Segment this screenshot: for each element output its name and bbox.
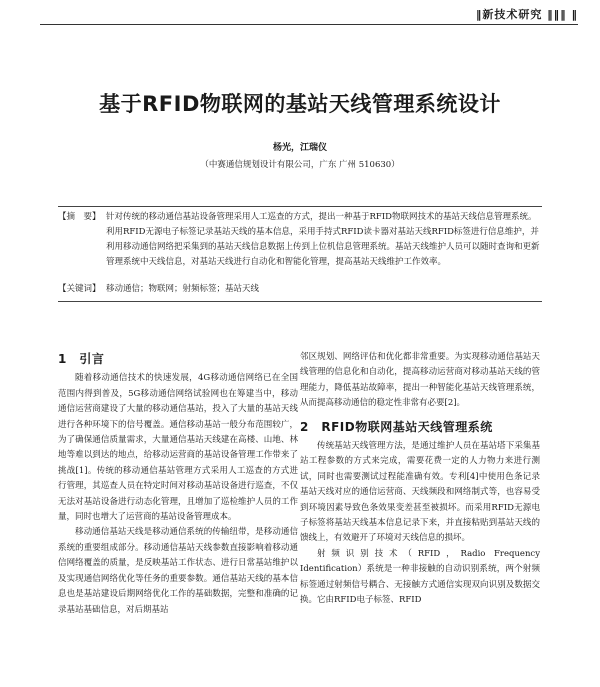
abstract-bottom-rule: [58, 301, 542, 302]
header-rule: [40, 24, 578, 25]
keywords-label: 【关键词】: [58, 284, 101, 294]
abstract-text: 针对传统的移动通信基站设备管理采用人工巡查的方式，提出一种基于RFID物联网技术的基站天线信息管理系统。利用RFID无源电子标签记录基站天线的基本信息，采用手持式RFID读卡器对基站天线RFID标签进行信息维护，并利用移动通信网络把采集到的基站天线信息数据上传到上位机信息管理系统。基站天线维护人员可以随时查询和更新管理系统中天线信息，对基站天线进行自动化和智能化管理，提高基站天线维护工作效率。: [106, 212, 540, 267]
section-2-paragraph-1: 传统基站天线管理方法，是通过维护人员在基站塔下采集基站工程参数的方式来完成，需要花费一定的人力物力来进行测试，同时也需要测试过程能准确有效。专利[4]中使用色条记录基站天线对应的通信运营商、天线频段和网络制式等，也容易受到环境因素导致色条效果变差甚至被损坏。而采用RFID无源电子标签将基站天线基本信息记录下来，并直接粘贴到基站天线的馈线上，有效避开了环境对天线信息的损坏。: [300, 441, 540, 544]
keywords-block: [58, 282, 542, 297]
paper-title: 基于RFID物联网的基站天线管理系统设计: [99, 92, 501, 116]
section-1-title: 1 引言: [58, 352, 105, 366]
abstract-top-rule: [58, 206, 542, 207]
left-column: [58, 352, 298, 618]
intro-paragraph-2: 移动通信基站天线是移动通信系统的传输纽带，是移动通信系统的重要组成部分。移动通信基站天线参数直接影响着移动通信网络覆盖的质量，是反映基站工作状态、进行日常基站维护以及实现通信网络优化等任务的重要参数。通信基站天线的基本信息也是基站建设后期网络优化工作的基础数据，完整和准确的记录基站基础信息，对后期基站: [58, 527, 298, 615]
right-paragraph-0: 邻区规划、网络评估和优化都非常重要。为实现移动通信基站天线管理的信息化和自动化，提高移动运营商对移动基站天线的管理能力，降低基站故障率，提出一种智能化基站天线管理系统，从而提高移动通信的稳定性非常有必要[2]。: [300, 352, 540, 409]
intro-paragraph-1: 随着移动通信技术的快速发展，4G移动通信网络已在全国范围内得到普及，5G移动通信网络试验网也在筹建当中，移动通信运营商建设了大量的移动通信基站，投入了大量的基站天线进行各种环境下的信号覆盖。通信移动基站一般分布范围较广，为了确保通信质量需求，大量通信基站天线建在高楼、山地、林地等难以到达的地点，给移动运营商的基站设备管理工作带来了挑战[1]。传统的移动通信基站管理方式采用人工巡查的方式进行管理，其巡查人员在特定时间对移动基站设备进行巡查，不仅无法对基站设备进行动态化管理，且增加了巡检维护人员的工作量，同时也增大了运营商的基站设备管理成本。: [58, 373, 298, 523]
keywords-text: 移动通信；物联网；射频标签；基站天线: [106, 284, 260, 294]
section-2-title: 2 RFID物联网基站天线管理系统: [300, 419, 493, 434]
abstract-block: [58, 210, 542, 270]
section-2-paragraph-2: 射频识别技术（RFID，Radio Frequency Identification）系统是一种非接触的自动识别系统，两个射频标签通过射频信号耦合、无接触方式通信实现双向识别及数据交换。它由RFID电子标签、RFID: [300, 548, 540, 606]
journal-section-tag: ‖新技术研究 ‖‖‖ ‖: [475, 8, 578, 21]
affiliation: （中赛通信规划设计有限公司，广东 广州 510630）: [200, 160, 400, 170]
authors: 杨光，江瑞仪: [272, 143, 327, 153]
abstract-label: 【摘 要】: [58, 212, 101, 222]
right-column: [300, 350, 540, 609]
